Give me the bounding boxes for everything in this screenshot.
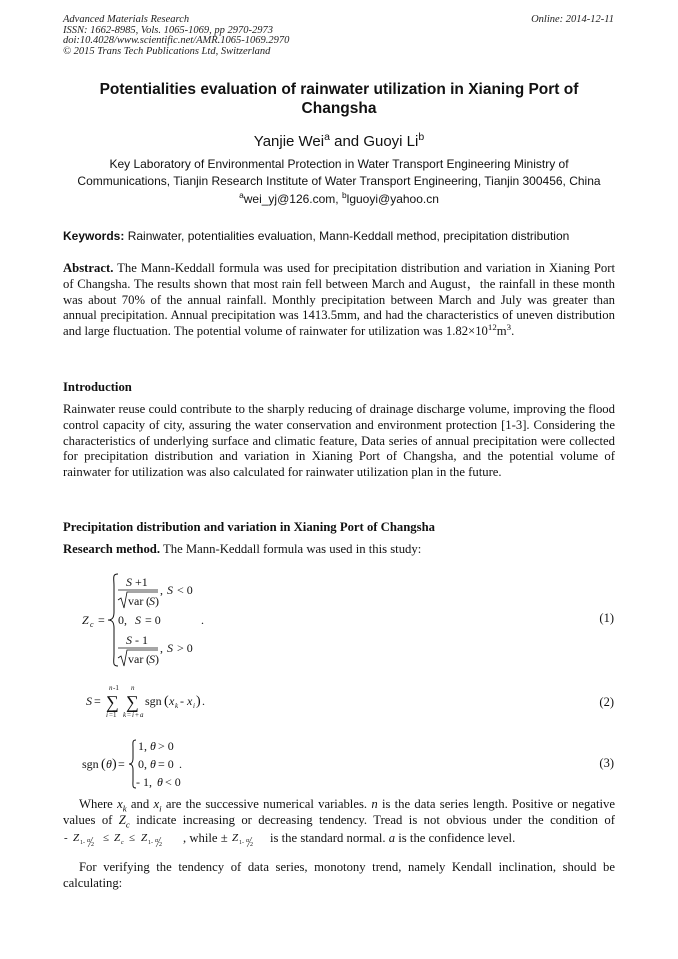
author-1: Yanjie Wei bbox=[253, 133, 325, 150]
svg-text:): ) bbox=[196, 694, 201, 709]
abstract-label: Abstract. bbox=[63, 261, 114, 275]
email-line bbox=[63, 192, 615, 206]
where-t7: is the standard normal. bbox=[266, 830, 389, 845]
svg-text:S: S bbox=[149, 652, 155, 666]
svg-text:≤: ≤ bbox=[103, 831, 110, 844]
svg-text:-1: -1 bbox=[113, 684, 119, 692]
svg-text:Z: Z bbox=[231, 831, 238, 844]
svg-text:i: i bbox=[193, 702, 195, 710]
svg-text:2: 2 bbox=[249, 841, 253, 847]
svg-text:): ) bbox=[155, 594, 159, 608]
svg-text:+1: +1 bbox=[135, 575, 148, 589]
svg-text:(: ( bbox=[101, 757, 106, 772]
abstract-end: . bbox=[511, 324, 515, 339]
verify-paragraph: For verifying the tendency of data series, monotony trend, namely Kendall inclination, should be calculating: bbox=[63, 860, 615, 890]
svg-text:var: var bbox=[128, 652, 144, 666]
svg-text:α: α bbox=[155, 837, 159, 844]
svg-text:var: var bbox=[128, 594, 144, 608]
svg-text:(: ( bbox=[146, 594, 150, 608]
svg-text:= 0: = 0 bbox=[145, 613, 161, 627]
where-t6: , while ± bbox=[183, 830, 231, 845]
equation-1-number: (1) bbox=[599, 611, 614, 625]
svg-text:≤: ≤ bbox=[129, 831, 136, 844]
where-k: k bbox=[122, 803, 127, 814]
journal-name: Advanced Materials Research bbox=[63, 14, 190, 25]
equation-3 bbox=[78, 736, 208, 792]
svg-text:S: S bbox=[86, 694, 92, 708]
online-date: Online: 2014-12-11 bbox=[531, 14, 614, 25]
equation-1 bbox=[78, 568, 248, 672]
svg-text:,: , bbox=[160, 583, 163, 597]
abstract-unit-exp: 3 bbox=[506, 321, 512, 332]
equation-2-number: (2) bbox=[599, 695, 614, 709]
research-method-label: Research method. bbox=[63, 542, 161, 556]
svg-text:S: S bbox=[167, 641, 173, 655]
author-2-sup: b bbox=[418, 131, 425, 143]
svg-text:1-: 1- bbox=[80, 839, 85, 846]
keywords-text: Rainwater, potentialities evaluation, Mann-Keddall method, precipitation distribution bbox=[124, 229, 570, 243]
svg-text:=: = bbox=[118, 757, 125, 771]
where-n: n bbox=[371, 797, 378, 811]
svg-text:sgn: sgn bbox=[145, 694, 162, 708]
svg-text:θ: θ bbox=[157, 775, 163, 789]
equation-2 bbox=[84, 684, 224, 720]
svg-text:-: - bbox=[180, 694, 184, 708]
introduction-text: Rainwater reuse could contribute to the sharply reducing of drainage discharge volume, improving the flood control capacity of city, assuring the water conservation and environment protection [1-3]. Considering the characteristics of underlying surface and climatic feature, Data series of annual precipitation were collected for precipitation distribution and variation in Xianing Port of Changsha, and the potential volume of rainwater for utilization was also calculated for rainwater utilization plan in the future. bbox=[63, 402, 615, 480]
svg-text:α: α bbox=[87, 837, 91, 844]
svg-text:S: S bbox=[149, 594, 155, 608]
abstract-unit: m bbox=[496, 324, 507, 339]
where-t1: Where bbox=[79, 797, 118, 811]
svg-text:Z: Z bbox=[82, 613, 89, 627]
svg-text:c: c bbox=[121, 839, 124, 846]
journal-doi: doi:10.4028/www.scientific.net/AMR.1065-1069.2970 bbox=[63, 35, 290, 47]
svg-text:2: 2 bbox=[159, 841, 162, 847]
svg-text:> 0: > 0 bbox=[177, 641, 193, 655]
email-2: lguoyi@yahoo.cn bbox=[346, 192, 439, 206]
svg-text:n: n bbox=[109, 684, 113, 692]
where-xk: x bbox=[117, 797, 123, 811]
email-sup-b: b bbox=[341, 190, 347, 200]
svg-text:=: = bbox=[127, 711, 131, 719]
svg-text:Z: Z bbox=[114, 831, 121, 844]
where-c: c bbox=[125, 819, 130, 830]
author-line bbox=[63, 133, 615, 150]
svg-text:i: i bbox=[132, 711, 134, 719]
where-t3: are the successive numerical variables. bbox=[161, 797, 372, 811]
author-and: and bbox=[329, 133, 364, 150]
svg-text:+: + bbox=[135, 711, 139, 719]
svg-text:sgn: sgn bbox=[82, 757, 99, 771]
svg-text:.: . bbox=[202, 694, 205, 708]
where-zc: Z bbox=[118, 812, 126, 827]
svg-text:=: = bbox=[98, 613, 105, 627]
svg-text:∑: ∑ bbox=[126, 692, 139, 712]
svg-text:=1: =1 bbox=[109, 711, 117, 719]
svg-text:θ: θ bbox=[106, 757, 112, 771]
svg-text:1-: 1- bbox=[148, 839, 153, 846]
email-1: wei_yj@126.com, bbox=[243, 192, 342, 206]
svg-text:k: k bbox=[123, 711, 127, 719]
svg-text:θ: θ bbox=[150, 757, 156, 771]
svg-text:-: - bbox=[64, 831, 68, 844]
author-2: Guoyi Li bbox=[363, 133, 419, 150]
affiliation: Key Laboratory of Environmental Protection in Water Transport Engineering Ministry of Communications, Tianjin Research Institute of Water Transport Engineering, Tianjin 300456, China bbox=[77, 157, 601, 188]
where-t2: and bbox=[126, 797, 154, 811]
equation-3-number: (3) bbox=[599, 756, 614, 770]
svg-text:< 0: < 0 bbox=[177, 583, 193, 597]
journal-issn: ISSN: 1662-8985, Vols. 1065-1069, pp 2970-2973 bbox=[63, 24, 273, 36]
svg-text:- 1,: - 1, bbox=[136, 775, 152, 789]
where-paragraph bbox=[63, 797, 615, 847]
z-critical bbox=[231, 829, 267, 847]
svg-text:,: , bbox=[160, 641, 163, 655]
svg-text:1-: 1- bbox=[238, 839, 244, 846]
svg-text:Z: Z bbox=[73, 831, 80, 844]
keywords-label: Keywords: bbox=[63, 229, 125, 243]
abstract-text: The Mann-Keddall formula was used for precipitation distribution and variation in Xianing Port of Changsha. The results shown that most rain fell between March and August，the rainfall in these month was about 70% of the annual rainfall. Monthly precipitation between March and July was greater than annual precipitation. Annual precipitation was 1413.5mm, and had the characteristics of uneven distribution and large fluctuation. The potential volume of rainwater for utilization was 1.82×10 bbox=[63, 261, 615, 339]
journal-copyright: © 2015 Trans Tech Publications Ltd, Switzerland bbox=[63, 45, 271, 57]
svg-text:): ) bbox=[155, 652, 159, 666]
svg-text:x: x bbox=[169, 694, 175, 708]
svg-text:S: S bbox=[126, 633, 132, 647]
svg-text:0,: 0, bbox=[118, 613, 127, 627]
svg-text:n: n bbox=[131, 684, 135, 692]
svg-text:= 0: = 0 bbox=[158, 757, 174, 771]
svg-text:S: S bbox=[135, 613, 141, 627]
keywords bbox=[63, 229, 615, 243]
svg-text:< 0: < 0 bbox=[165, 775, 181, 789]
where-t5: indicate increasing or decreasing tendency. Tread is not obvious under the condition of bbox=[129, 812, 615, 827]
introduction-heading: Introduction bbox=[63, 380, 132, 394]
svg-text:k: k bbox=[175, 702, 179, 710]
author-1-sup: a bbox=[324, 131, 330, 143]
svg-text:0,: 0, bbox=[138, 757, 147, 771]
svg-text:θ: θ bbox=[150, 739, 156, 753]
svg-text:∑: ∑ bbox=[106, 692, 119, 712]
paper-title: Potentialities evaluation of rainwater utilization in Xianing Port of Changsha bbox=[99, 81, 579, 117]
svg-text:- 1: - 1 bbox=[135, 633, 148, 647]
svg-text:i: i bbox=[106, 711, 108, 719]
svg-text:x: x bbox=[187, 694, 193, 708]
svg-text:> 0: > 0 bbox=[158, 739, 174, 753]
condition-inequality bbox=[63, 829, 183, 847]
svg-text:=: = bbox=[94, 694, 101, 708]
svg-text:S: S bbox=[126, 575, 132, 589]
svg-text:α: α bbox=[245, 837, 249, 844]
svg-text:.: . bbox=[201, 613, 204, 627]
svg-text:2: 2 bbox=[91, 841, 94, 847]
abstract-exp: 12 bbox=[487, 321, 497, 332]
where-t8: is the confidence level. bbox=[395, 830, 516, 845]
svg-text:): ) bbox=[112, 757, 117, 772]
section2-heading: Precipitation distribution and variation in Xianing Port of Changsha bbox=[63, 520, 435, 534]
svg-text:.: . bbox=[179, 757, 182, 771]
where-xi: x bbox=[153, 797, 160, 811]
svg-text:(: ( bbox=[146, 652, 150, 666]
where-i: i bbox=[159, 803, 162, 814]
svg-text:1,: 1, bbox=[138, 739, 147, 753]
svg-text:Z: Z bbox=[141, 831, 148, 844]
email-sup-a: a bbox=[239, 190, 244, 200]
research-method-text: The Mann-Keddall formula was used in this study: bbox=[160, 542, 422, 556]
svg-text:a: a bbox=[140, 711, 144, 719]
abstract bbox=[63, 261, 615, 340]
where-a: a bbox=[388, 830, 396, 845]
journal-header bbox=[63, 15, 289, 57]
svg-text:c: c bbox=[90, 620, 94, 629]
svg-text:S: S bbox=[167, 583, 173, 597]
where-t4: is the data series length. Positive or negative values of bbox=[63, 797, 615, 827]
research-method bbox=[63, 542, 615, 558]
svg-text:(: ( bbox=[164, 694, 169, 709]
